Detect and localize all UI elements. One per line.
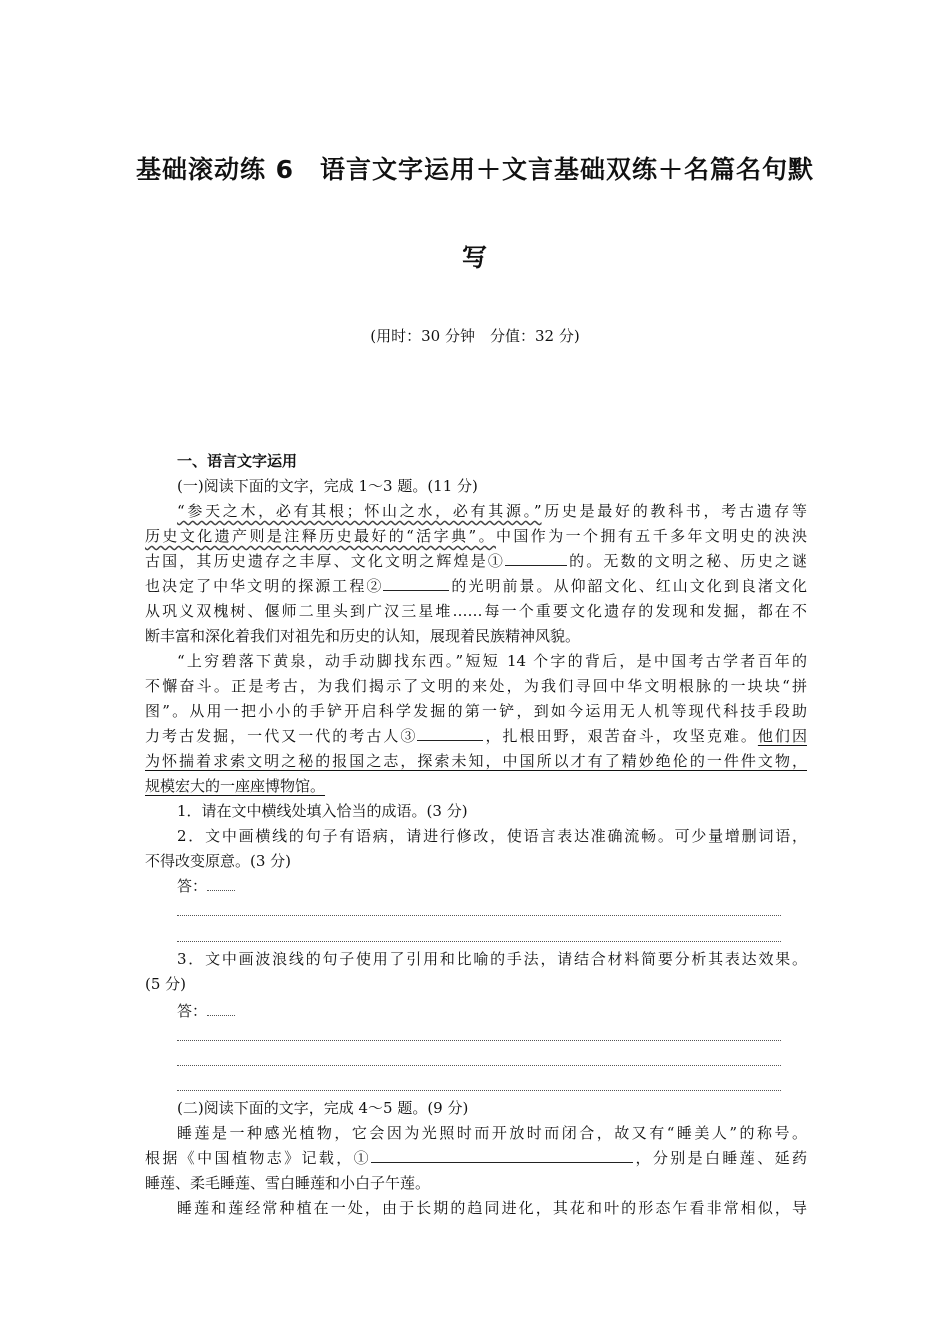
answer-3-line-1[interactable] (177, 1040, 781, 1041)
question-2-line-1: 2．文中画横线的句子有语病，请进行修改，使语言表达准确流畅。可少量增删词语， (177, 827, 807, 845)
p1-line-3: 古国，其历史遗存之丰厚、文化文明之辉煌是① 的。无数的文明之秘、历史之谜 (145, 552, 807, 570)
part1-intro: (一)阅读下面的文字，完成 1～3 题。(11 分) (177, 477, 478, 495)
question-2-line-2: 不得改变原意。(3 分) (145, 852, 292, 870)
wavy-quote-2: 历史文化遗产则是注释历史最好的“活字典”。 (145, 527, 496, 545)
time-and-score: (用时：30 分钟 分值：32 分) (370, 327, 580, 345)
part2-intro: (二)阅读下面的文字，完成 4～5 题。(9 分) (177, 1099, 469, 1117)
answer-3-line-2[interactable] (177, 1065, 781, 1066)
page-title-line-2: 写 (461, 243, 488, 272)
p4-line-1: 睡莲和莲经常种植在一处，由于长期的趋同进化，其花和叶的形态乍看非常相似，导 (177, 1199, 807, 1217)
answer-2-line-1[interactable] (177, 915, 781, 916)
fill-blank-4[interactable] (371, 1148, 633, 1163)
underlined-sentence-end: 规模宏大的一座座博物馆。 (145, 777, 326, 795)
p2-line-3: 图”。从用一把小小的手铲开启科学发掘的第一铲，到如今运用无人机等现代科技手段助 (145, 702, 807, 720)
p1-line-6: 断丰富和深化着我们对祖先和历史的认知，展现着民族精神风貌。 (145, 627, 581, 645)
question-3-line-1: 3．文中画波浪线的句子使用了引用和比喻的手法，请结合材料简要分析其表达效果。 (177, 950, 807, 968)
p2-line-6 (145, 776, 807, 796)
answer-3: 答： (145, 1001, 807, 1021)
p3-line-3: 睡莲、柔毛睡莲、雪白睡莲和小白子午莲。 (145, 1174, 431, 1192)
p1-line-4: 也决定了中华文明的探源工程② 的光明前景。从仰韶文化、红山文化到良渚文化 (145, 577, 807, 595)
p1-line-1: “参天之木，必有其根；怀山之水，必有其源。”历史是最好的教科书，考古遗存等 (177, 502, 807, 520)
answer-2-line-2[interactable] (177, 941, 781, 942)
answer-3-start[interactable] (207, 1015, 235, 1016)
section-heading: 一、语言文字运用 (177, 452, 298, 470)
question-1: 1．请在文中横线处填入恰当的成语。(3 分) (177, 802, 468, 820)
p2-line-2: 不懈奋斗。正是考古，为我们揭示了文明的来处，为我们寻回中华文明根脉的一块块“拼 (145, 677, 807, 695)
p2-line-1: “上穷碧落下黄泉，动手动脚找东西。”短短 14 个字的背后，是中国考古学者百年的 (177, 652, 807, 670)
p1-line-5: 从巩义双槐树、偃师二里头到广汉三星堆……每一个重要文化遗存的发现和发掘，都在不 (145, 602, 807, 620)
fill-blank-2[interactable] (383, 576, 449, 591)
p3-line-1: 睡莲是一种感光植物，它会因为光照时而开放时而闭合，故又有“睡美人”的称号。 (177, 1124, 807, 1142)
underlined-sentence-mid: 为怀揣着求索文明之秘的报国之志，探索未知，中国所以才有了精妙绝伦的一件件文物， (145, 752, 807, 770)
underlined-sentence-start: 他们因 (757, 727, 807, 745)
p3-line-2: 根据《中国植物志》记载，① ，分别是白睡莲、延药 (145, 1149, 807, 1167)
question-3-line-2: (5 分) (145, 975, 187, 993)
p2-line-4: 力考古发掘，一代又一代的考古人③ ，扎根田野，艰苦奋斗，攻坚克难。他们因 (145, 727, 807, 745)
answer-3-line-3[interactable] (177, 1090, 781, 1091)
p2-line-5 (145, 751, 807, 771)
answer-2: 答： (145, 876, 807, 896)
answer-2-start[interactable] (207, 890, 235, 891)
p1-line-2: 历史文化遗产则是注释历史最好的“活字典”。中国作为一个拥有五千多年文明史的泱泱 (145, 527, 807, 545)
fill-blank-3[interactable] (417, 726, 483, 741)
wavy-quote-1: “参天之木，必有其根；怀山之水，必有其源。” (177, 502, 542, 520)
fill-blank-1[interactable] (505, 551, 567, 566)
page-title-line-1: 基础滚动练 6 语言文字运用＋文言基础双练＋名篇名句默 (135, 155, 815, 184)
